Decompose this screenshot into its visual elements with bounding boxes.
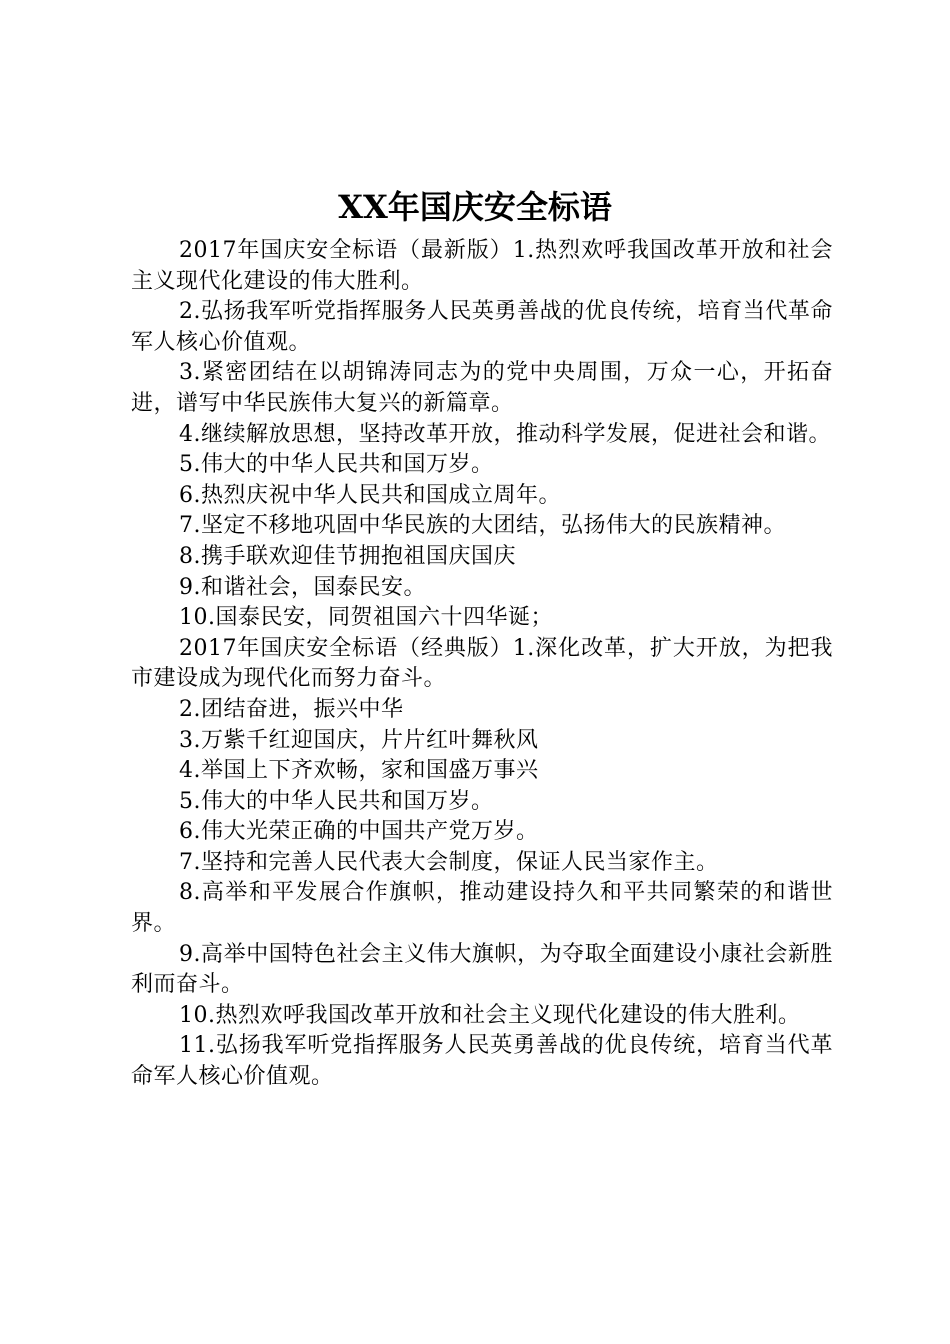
paragraph: 7.坚持和完善人民代表大会制度，保证人民当家作主。 xyxy=(179,849,719,875)
document-body xyxy=(131,236,833,1093)
page-title: XX年国庆安全标语 xyxy=(338,188,612,226)
paragraph: 9.高举中国特色社会主义伟大旗帜，为夺取全面建设小康社会新胜利而奋斗。 xyxy=(131,941,833,998)
paragraph: 2017年国庆安全标语（经典版）1.深化改革，扩大开放，为把我市建设成为现代化而努力奋斗。 xyxy=(131,635,833,692)
paragraph: 5.伟大的中华人民共和国万岁。 xyxy=(179,788,494,814)
paragraph: 3.万紫千红迎国庆，片片红叶舞秋风 xyxy=(179,727,539,753)
paragraph: 6.热烈庆祝中华人民共和国成立周年。 xyxy=(179,482,561,508)
paragraph: 2.弘扬我军听党指挥服务人民英勇善战的优良传统，培育当代革命军人核心价值观。 xyxy=(131,299,833,355)
paragraph: 6.伟大光荣正确的中国共产党万岁。 xyxy=(179,819,539,845)
paragraph: 4.继续解放思想，坚持改革开放，推动科学发展，促进社会和谐。 xyxy=(179,421,831,447)
paragraph: 11.弘扬我军听党指挥服务人民英勇善战的优良传统，培育当代革命军人核心价值观。 xyxy=(131,1033,833,1090)
paragraph: 8.高举和平发展合作旗帜，推动建设持久和平共同繁荣的和谐世界。 xyxy=(131,880,833,937)
paragraph: 2.团结奋进，振兴中华 xyxy=(179,696,404,722)
paragraph: 4.举国上下齐欢畅，家和国盛万事兴 xyxy=(179,758,539,784)
paragraph: 8.携手联欢迎佳节拥抱祖国庆国庆 xyxy=(179,543,516,569)
paragraph: 10.国泰民安，同贺祖国六十四华诞； xyxy=(179,605,553,631)
paragraph: 9.和谐社会，国泰民安。 xyxy=(179,574,426,600)
paragraph: 2017年国庆安全标语（最新版）1.热烈欢呼我国改革开放和社会主义现代化建设的伟大胜利。 xyxy=(131,238,833,294)
paragraph: 5.伟大的中华人民共和国万岁。 xyxy=(179,452,494,478)
paragraph: 10.热烈欢呼我国改革开放和社会主义现代化建设的伟大胜利。 xyxy=(179,1002,801,1028)
paragraph: 7.坚定不移地巩固中华民族的大团结，弘扬伟大的民族精神。 xyxy=(179,513,786,539)
paragraph: 3.紧密团结在以胡锦涛同志为的党中央周围，万众一心，开拓奋进，谱写中华民族伟大复兴的新篇章。 xyxy=(131,360,833,416)
